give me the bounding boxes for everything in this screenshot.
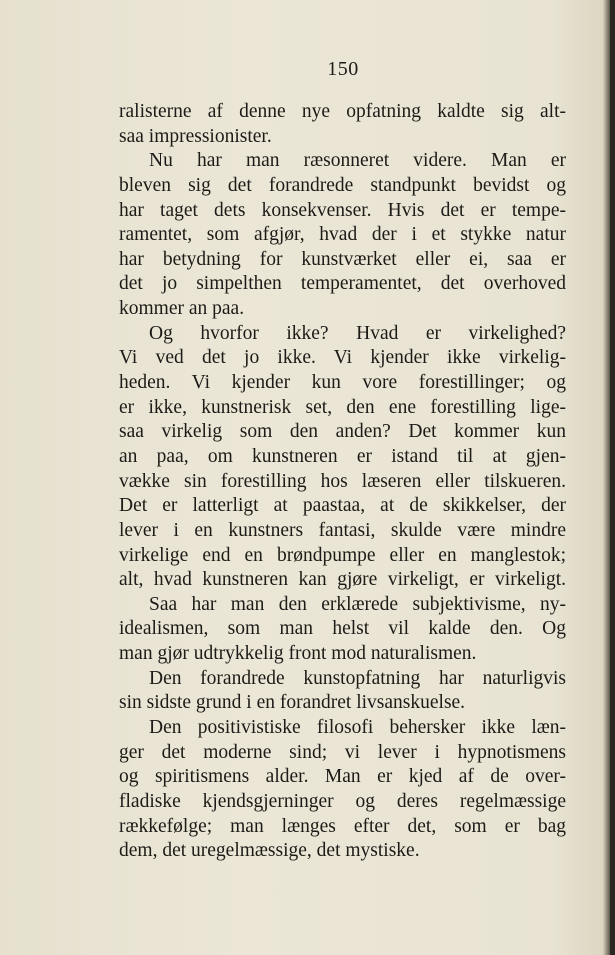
body-text <box>119 100 566 864</box>
text-line: det jo simpelthen temperamentet, det overhoved <box>119 273 566 295</box>
text-line: Saa har man den erklærede subjektivisme, ny- <box>149 593 566 615</box>
text-line: Den positivistiske filosofi behersker ikke læn- <box>149 717 566 739</box>
text-line: Den forandrede kunstopfatning har naturligvis <box>149 667 566 689</box>
text-line: man gjør udtrykkelig front mod naturalismen. <box>119 643 477 665</box>
text-line: idealismen, som man helst vil kalde den. Og <box>119 618 566 640</box>
text-line: alt, hvad kunstneren kan gjøre virkeligt, er virkeligt. <box>119 569 566 591</box>
text-line: saa virkelig som den anden? Det kommer kun <box>119 421 566 443</box>
text-line: ralisterne af denne nye opfatning kaldte sig alt- <box>119 101 566 122</box>
text-line: Og hvorfor ikke? Hvad er virkelighed? <box>149 322 566 344</box>
text-line: ramentet, som afgjør, hvad der i et stykke natur <box>119 224 566 246</box>
text-line: an paa, om kunstneren er istand til at gjen- <box>119 445 566 467</box>
text-line: sin sidste grund i en forandret livsanskuelse. <box>119 692 466 714</box>
text-line: Nu har man ræsonneret videre. Man er <box>149 150 566 172</box>
text-line: lever i en kunstners fantasi, skulde være mindre <box>119 519 566 541</box>
text-line: har betydning for kunstværket eller ei, saa er <box>119 248 566 270</box>
text-line: bleven sig det forandrede standpunkt bevidst og <box>119 174 566 196</box>
text-line: kommer an paa. <box>119 298 245 320</box>
text-line: heden. Vi kjender kun vore forestillinger; og <box>119 372 566 394</box>
text-line: Det er latterligt at paastaa, at de skikkelser, der <box>119 495 566 517</box>
text-line: og spiritismens alder. Man er kjed af de over- <box>119 766 566 788</box>
page-edge <box>610 0 615 955</box>
text-line: Vi ved det jo ikke. Vi kjender ikke virkelig- <box>119 347 566 369</box>
text-line: ger det moderne sind; vi lever i hypnotismens <box>119 741 566 763</box>
text-line: vække sin forestilling hos læseren eller tilskueren. <box>119 470 566 492</box>
page-number: 150 <box>327 58 359 80</box>
text-line: har taget dets konsekvenser. Hvis det er tempe- <box>119 199 566 221</box>
text-line: er ikke, kunstnerisk set, den ene forestilling lige- <box>119 396 566 418</box>
text-line: fladiske kjendsgjerninger og deres regelmæssige <box>119 790 566 812</box>
text-line: saa impressionister. <box>119 125 272 147</box>
text-line: virkelige end en brøndpumpe eller en manglestok; <box>119 544 566 566</box>
text-line: rækkefølge; man længes efter det, som er bag <box>119 815 566 837</box>
text-line: dem, det uregelmæssige, det mystiske. <box>119 840 420 862</box>
